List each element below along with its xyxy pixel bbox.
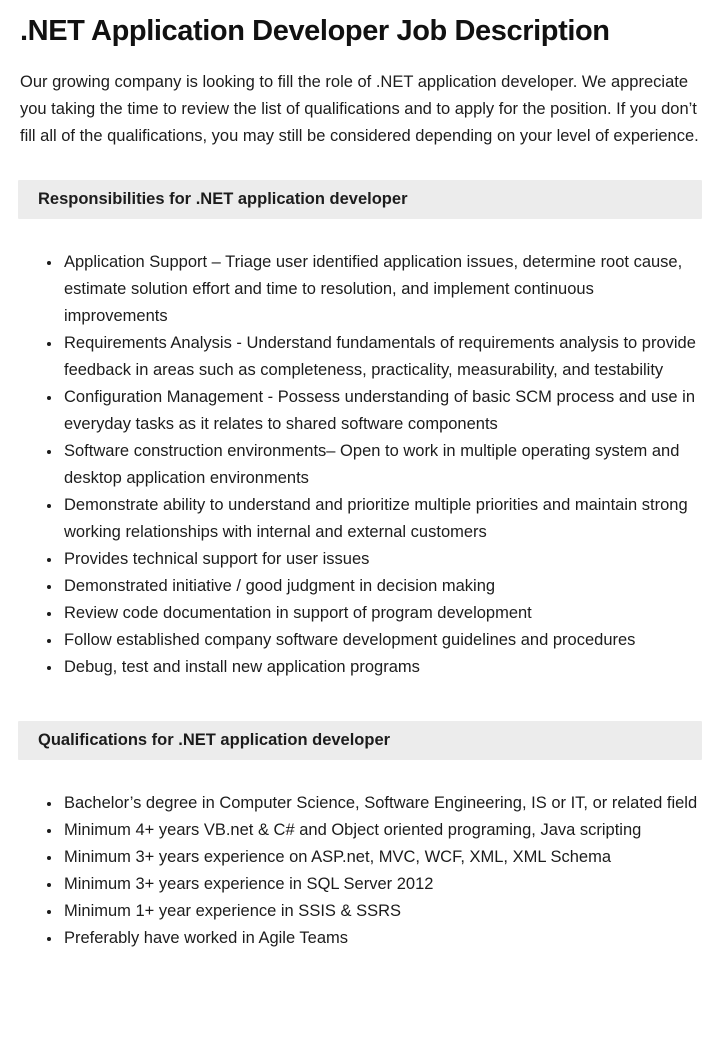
section-header-responsibilities bbox=[18, 180, 702, 219]
list-item: • Minimum 4+ years VB.net & C# and Object oriented programing, Java scripting bbox=[62, 817, 700, 844]
page-title: .NET Application Developer Job Description bbox=[20, 15, 610, 47]
list-item: • Provides technical support for user issues bbox=[62, 546, 700, 573]
list-item: • Software construction environments– Open to work in multiple operating system and desktop application environments bbox=[62, 438, 700, 492]
list-item: • Minimum 1+ year experience in SSIS & SSRS bbox=[62, 898, 700, 925]
list-item: • Review code documentation in support of program development bbox=[62, 600, 700, 627]
list-item: • Configuration Management - Possess understanding of basic SCM process and use in everyday tasks as it relates to shared software components bbox=[62, 384, 700, 438]
qualifications-list bbox=[20, 790, 700, 952]
responsibilities-list bbox=[20, 249, 700, 681]
list-item: • Requirements Analysis - Understand fundamentals of requirements analysis to provide feedback in areas such as completeness, practicality, measurability, and testability bbox=[62, 330, 700, 384]
list-item: • Follow established company software development guidelines and procedures bbox=[62, 627, 700, 654]
list-item: • Debug, test and install new application programs bbox=[62, 654, 700, 681]
list-item: • Minimum 3+ years experience on ASP.net, MVC, WCF, XML, XML Schema bbox=[62, 844, 700, 871]
section-heading-text: Responsibilities for .NET application developer bbox=[38, 189, 408, 208]
section-heading-text: Qualifications for .NET application developer bbox=[38, 730, 391, 749]
list-item: • Bachelor’s degree in Computer Science, Software Engineering, IS or IT, or related field bbox=[62, 790, 700, 817]
section-header-qualifications bbox=[18, 721, 702, 760]
intro-paragraph: Our growing company is looking to fill the role of .NET application developer. We appreciate you taking the time to review the list of qualifications and to apply for the position. If you don’t fill all of the qualifications, you may still be considered depending on your level of experience. bbox=[20, 72, 699, 145]
list-item: • Minimum 3+ years experience in SQL Server 2012 bbox=[62, 871, 700, 898]
list-item: • Preferably have worked in Agile Teams bbox=[62, 925, 700, 952]
list-item: • Demonstrate ability to understand and prioritize multiple priorities and maintain strong working relationships with internal and external customers bbox=[62, 492, 700, 546]
list-item: • Application Support – Triage user identified application issues, determine root cause, estimate solution effort and time to resolution, and implement continuous improvements bbox=[62, 249, 700, 330]
list-item: • Demonstrated initiative / good judgment in decision making bbox=[62, 573, 700, 600]
